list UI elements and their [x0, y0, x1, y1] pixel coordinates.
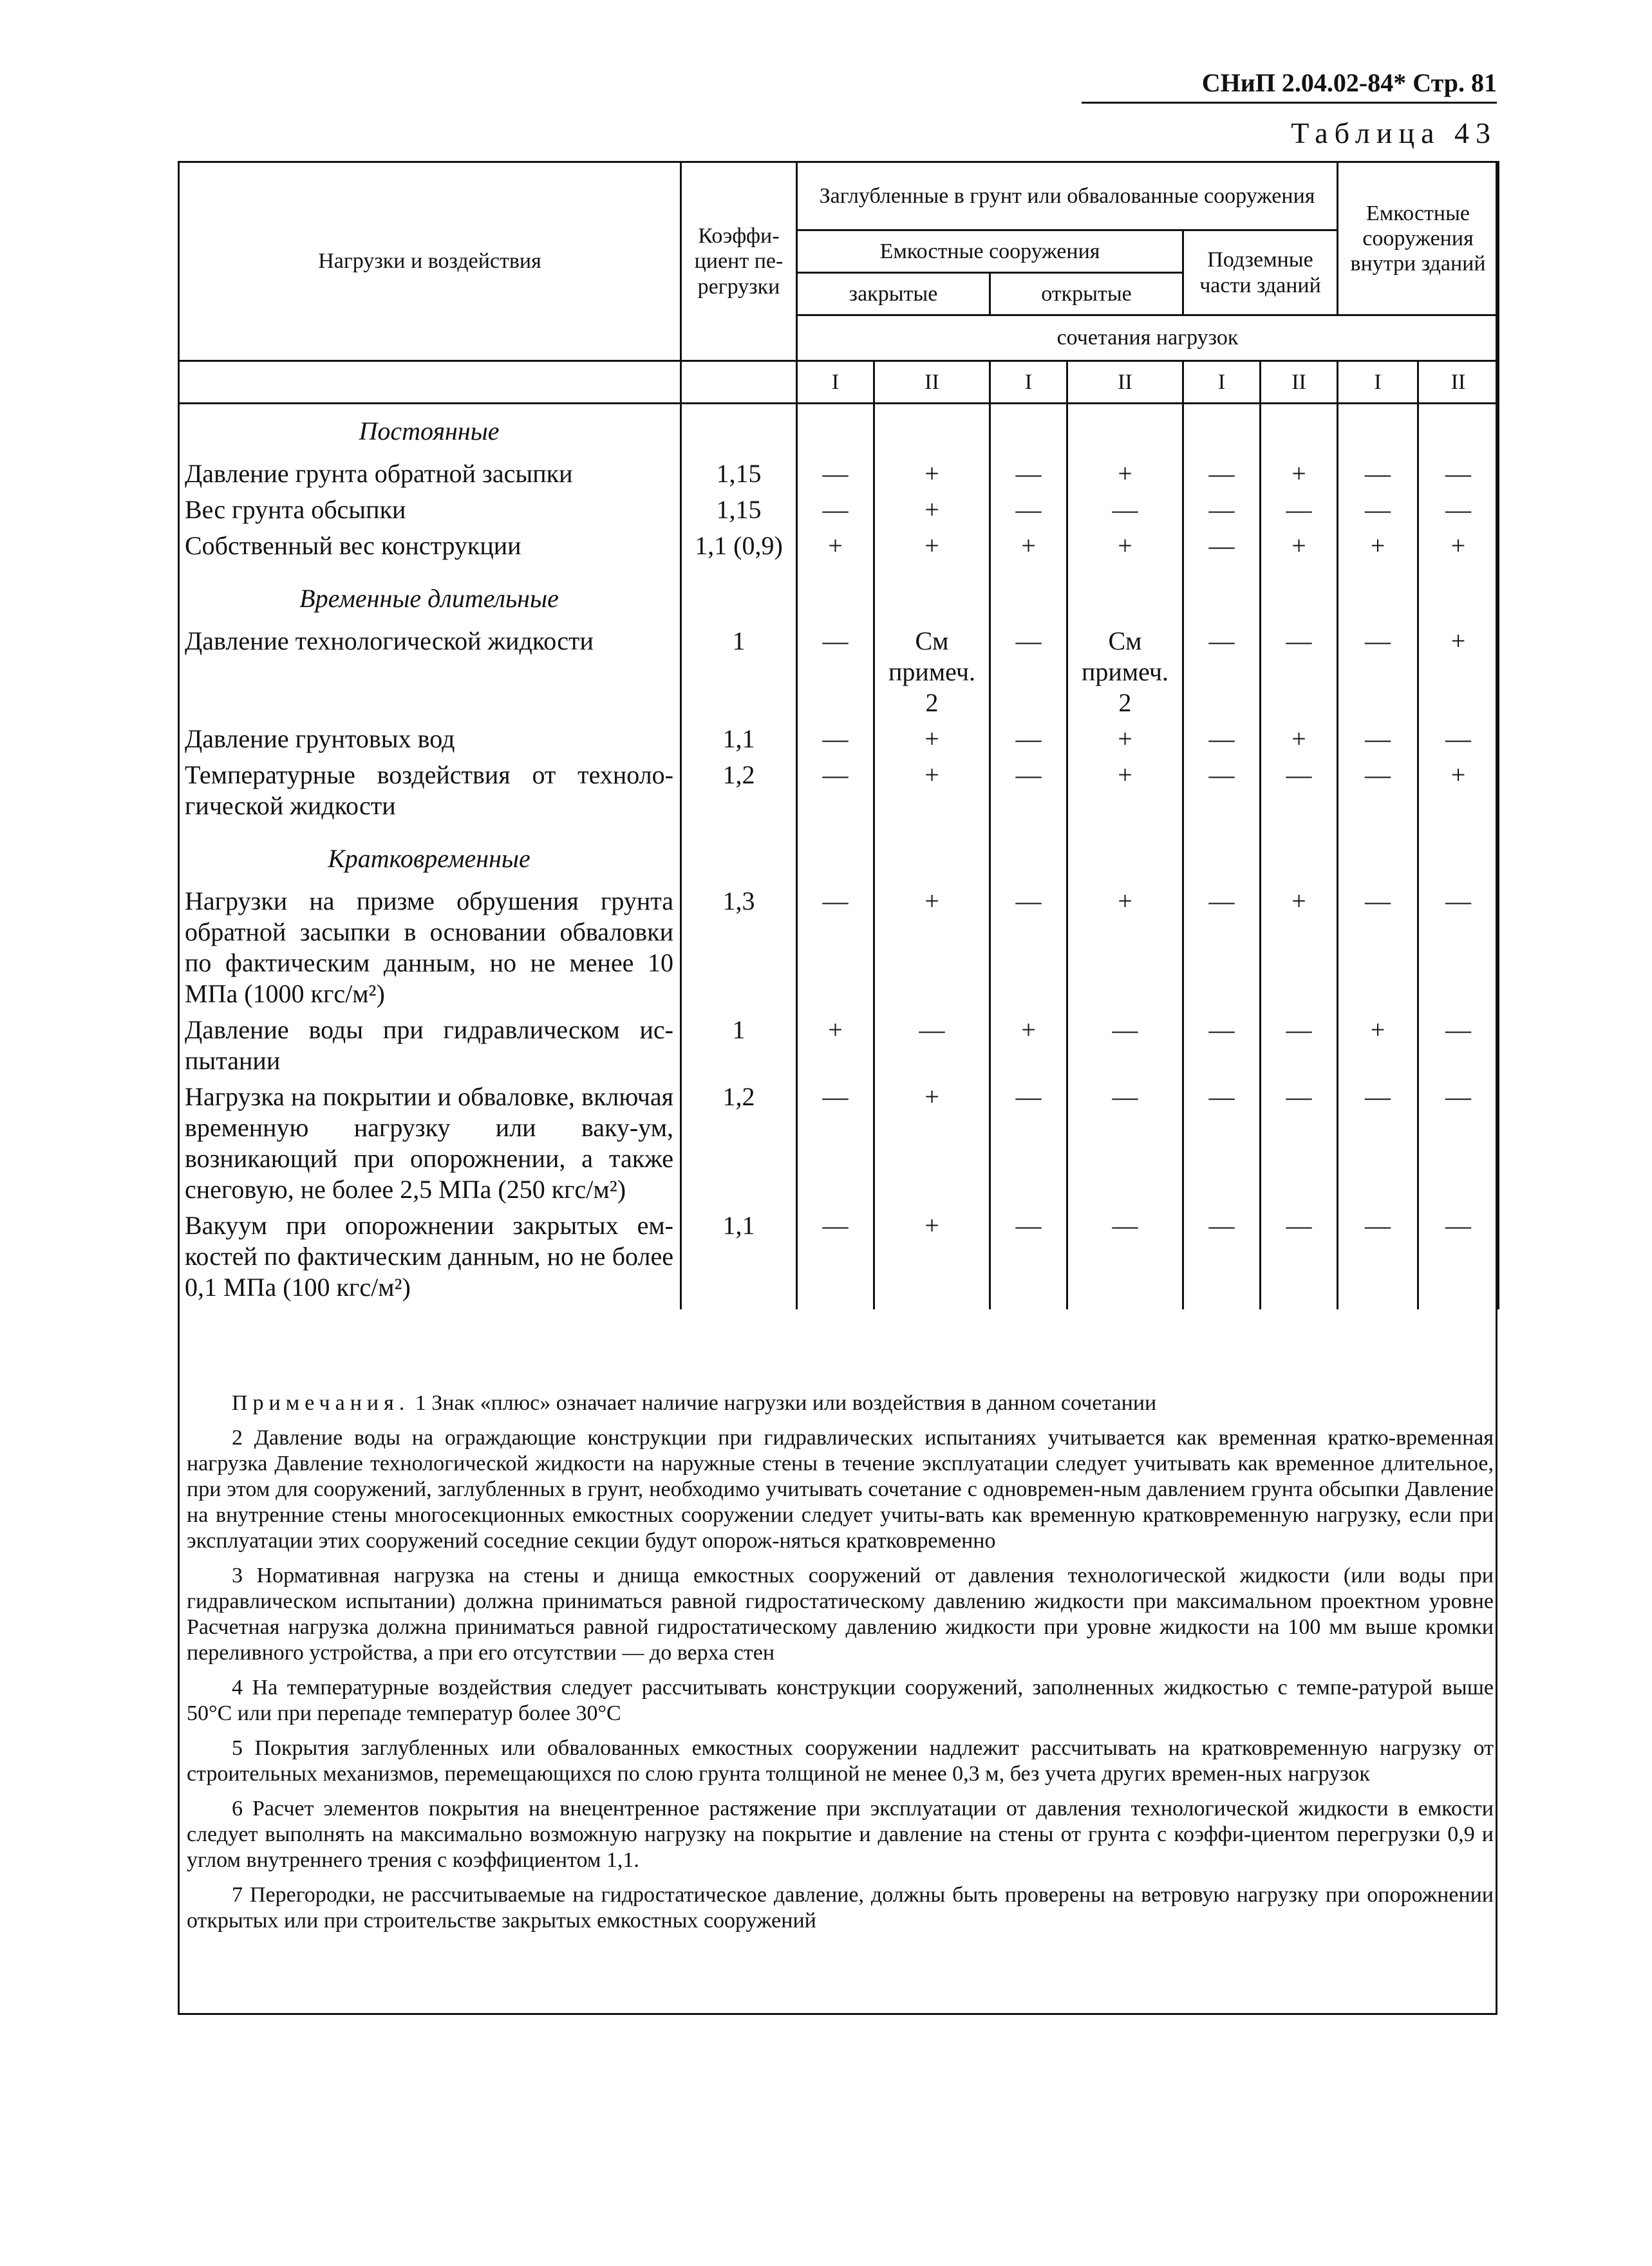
- load-name: Нагрузка на покрытии и обваловке, включая временную нагрузку или ваку-ум, возникающий при опорожнении, а также снеговую, не более 2,5 МПа (250 кгс/м²): [179, 1079, 681, 1208]
- mark-cell: —: [1183, 757, 1261, 824]
- combo-label: I: [1183, 361, 1261, 404]
- mark-cell: +: [874, 1208, 990, 1309]
- mark-cell: —: [1261, 1079, 1338, 1208]
- header-blank: [681, 361, 797, 404]
- mark-cell: —: [1418, 1079, 1499, 1208]
- table-row: [179, 1012, 1499, 1079]
- table-row: [179, 492, 1499, 528]
- section-title: Постоянные: [179, 404, 681, 456]
- mark-cell: —: [874, 1012, 990, 1079]
- mark-cell: +: [874, 721, 990, 757]
- table-title: Таблица 43: [1291, 117, 1497, 149]
- combo-label: II: [1418, 361, 1499, 404]
- note-item: [187, 1390, 1494, 1416]
- mark-cell: +: [1067, 883, 1183, 1012]
- header-blank: [179, 361, 681, 404]
- mark-cell: —: [797, 623, 874, 721]
- combo-label: II: [1261, 361, 1338, 404]
- header-buried: Заглубленные в грунт или обвалованные сооружения: [797, 162, 1338, 230]
- note-item: 2 Давление воды на ограждающие конструкции при гидравлических испытаниях учитывается как временная кратко-временная нагрузка Давление технологической жидкости на наружные стены в течение эксплуатации следует учитывать как временное длительное, при этом для сооружений, заглубленных в грунт, необходимо учитывать сочетание с одновремен-ным давлением грунта обсыпки Давление на внутренние стены многосекционных емкостных сооружении следует учиты-вать как временную кратковременную нагрузку, если при эксплуатации этих сооружений соседние секции будут опорож-няться кратковременно: [187, 1426, 1494, 1553]
- mark-cell: —: [1261, 1012, 1338, 1079]
- mark-cell: +: [797, 1012, 874, 1079]
- mark-cell: —: [1338, 456, 1418, 492]
- mark-cell: —: [1183, 1208, 1261, 1309]
- mark-cell: —: [797, 492, 874, 528]
- table-row: [179, 456, 1499, 492]
- notes-heading: Примечания.: [232, 1391, 410, 1415]
- mark-cell: —: [1183, 1012, 1261, 1079]
- header-underground: Подземные части зданий: [1183, 230, 1338, 315]
- mark-cell: +: [1418, 528, 1499, 564]
- coefficient-cell: 1,2: [681, 757, 797, 824]
- mark-cell: —: [1183, 492, 1261, 528]
- combo-label: II: [1067, 361, 1183, 404]
- mark-cell: —: [797, 1079, 874, 1208]
- mark-cell: —: [1261, 757, 1338, 824]
- combo-label: II: [874, 361, 990, 404]
- coefficient-cell: 1,3: [681, 883, 797, 1012]
- mark-cell: +: [874, 456, 990, 492]
- header-coefficient: Коэффи-циент пе-регрузки: [681, 162, 797, 361]
- coefficient-cell: 1: [681, 623, 797, 721]
- section-row: [179, 404, 1499, 456]
- mark-cell: —: [797, 456, 874, 492]
- header-closed: закрытые: [797, 273, 990, 315]
- mark-cell: +: [1261, 883, 1338, 1012]
- mark-cell: См примеч. 2: [874, 623, 990, 721]
- table-row: [179, 528, 1499, 564]
- mark-cell: +: [1067, 528, 1183, 564]
- header-open: открытые: [990, 273, 1183, 315]
- mark-cell: —: [797, 1208, 874, 1309]
- mark-cell: +: [990, 528, 1067, 564]
- section-row: [179, 824, 1499, 883]
- combo-label: I: [797, 361, 874, 404]
- mark-cell: —: [1338, 1208, 1418, 1309]
- load-name: Давление воды при гидравлическом ис-пытании: [179, 1012, 681, 1079]
- header-combinations: сочетания нагрузок: [797, 315, 1499, 361]
- mark-cell: —: [1183, 1079, 1261, 1208]
- mark-cell: +: [874, 528, 990, 564]
- mark-cell: —: [990, 721, 1067, 757]
- load-name: Давление технологической жидкости: [179, 623, 681, 721]
- mark-cell: —: [1338, 623, 1418, 721]
- section-title: Кратковременные: [179, 824, 681, 883]
- coefficient-cell: 1,1 (0,9): [681, 528, 797, 564]
- coefficient-cell: 1,1: [681, 721, 797, 757]
- header-capacity: Емкостные сооружения: [797, 230, 1183, 273]
- mark-cell: —: [1338, 883, 1418, 1012]
- mark-cell: —: [1418, 1012, 1499, 1079]
- section-title: Временные длительные: [179, 564, 681, 623]
- mark-cell: +: [1418, 757, 1499, 824]
- mark-cell: —: [990, 1208, 1067, 1309]
- mark-cell: —: [1261, 1208, 1338, 1309]
- mark-cell: —: [1183, 721, 1261, 757]
- mark-cell: +: [874, 1079, 990, 1208]
- mark-cell: —: [1067, 1079, 1183, 1208]
- note-item: 7 Перегородки, не рассчитываемые на гидростатическое давление, должны быть проверены на ветровую нагрузку при опорожнении открытых или при строительстве закрытых емкостных сооружений: [187, 1883, 1494, 1933]
- combo-label: I: [990, 361, 1067, 404]
- load-name: Температурные воздействия от техноло-гической жидкости: [179, 757, 681, 824]
- mark-cell: +: [1338, 528, 1418, 564]
- coefficient-cell: 1,15: [681, 492, 797, 528]
- mark-cell: +: [1338, 1012, 1418, 1079]
- page-header: СНиП 2.04.02-84* Стр. 81: [1082, 68, 1497, 104]
- header-inside: Емкостные сооружения внутри зданий: [1338, 162, 1499, 315]
- table-row: [179, 623, 1499, 721]
- mark-cell: —: [1183, 456, 1261, 492]
- mark-cell: +: [1067, 757, 1183, 824]
- mark-cell: —: [1067, 492, 1183, 528]
- table-row: [179, 721, 1499, 757]
- mark-cell: —: [797, 757, 874, 824]
- mark-cell: —: [990, 456, 1067, 492]
- mark-cell: —: [990, 492, 1067, 528]
- mark-cell: +: [797, 528, 874, 564]
- table-row: [179, 1079, 1499, 1208]
- mark-cell: —: [1261, 492, 1338, 528]
- mark-cell: —: [990, 883, 1067, 1012]
- mark-cell: —: [1418, 883, 1499, 1012]
- mark-cell: —: [797, 721, 874, 757]
- mark-cell: —: [1183, 623, 1261, 721]
- mark-cell: —: [1261, 623, 1338, 721]
- mark-cell: +: [874, 883, 990, 1012]
- section-row: [179, 564, 1499, 623]
- mark-cell: —: [990, 623, 1067, 721]
- loads-table: [178, 161, 1499, 1309]
- mark-cell: См примеч. 2: [1067, 623, 1183, 721]
- mark-cell: +: [990, 1012, 1067, 1079]
- load-name: Вес грунта обсыпки: [179, 492, 681, 528]
- mark-cell: +: [874, 757, 990, 824]
- notes-block: [187, 1390, 1494, 1943]
- table-row: [179, 883, 1499, 1012]
- mark-cell: —: [990, 1079, 1067, 1208]
- mark-cell: —: [1067, 1208, 1183, 1309]
- mark-cell: —: [1338, 1079, 1418, 1208]
- mark-cell: +: [1261, 528, 1338, 564]
- coefficient-cell: 1,2: [681, 1079, 797, 1208]
- load-name: Давление грунтовых вод: [179, 721, 681, 757]
- mark-cell: —: [990, 757, 1067, 824]
- mark-cell: —: [1338, 721, 1418, 757]
- combo-label: I: [1338, 361, 1418, 404]
- load-name: Вакуум при опорожнении закрытых ем-костей по фактическим данным, но не более 0,1 МПа (100 кгс/м²): [179, 1208, 681, 1309]
- mark-cell: —: [1338, 492, 1418, 528]
- mark-cell: —: [1418, 1208, 1499, 1309]
- header-loads: Нагрузки и воздействия: [179, 162, 681, 361]
- mark-cell: —: [1418, 492, 1499, 528]
- coefficient-cell: 1,1: [681, 1208, 797, 1309]
- load-name: Давление грунта обратной засыпки: [179, 456, 681, 492]
- mark-cell: +: [1261, 456, 1338, 492]
- mark-cell: +: [1418, 623, 1499, 721]
- mark-cell: —: [1067, 1012, 1183, 1079]
- load-name: Нагрузки на призме обрушения грунта обратной засыпки в основании обваловки по фактическим данным, но не менее 10 МПа (1000 кгс/м²): [179, 883, 681, 1012]
- coefficient-cell: 1,15: [681, 456, 797, 492]
- mark-cell: —: [1418, 721, 1499, 757]
- mark-cell: —: [1183, 883, 1261, 1012]
- mark-cell: —: [797, 883, 874, 1012]
- note-item: 5 Покрытия заглубленных или обвалованных емкостных сооружении надлежит рассчитывать на кратковременную нагрузку от строительных механизмов, перемещающихся по слою грунта толщиной не менее 0,3 м, без учета других времен-ных нагрузок: [187, 1736, 1494, 1786]
- note-item: 3 Нормативная нагрузка на стены и днища емкостных сооружений от давления технологической жидкости (или воды при гидравлическом испытании) должна приниматься равной гидростатическому давлению жидкости при максимальном проектном уровне Расчетная нагрузка должна приниматься равной гидростатическому давлению жидкости при уровне жидкости на 100 мм выше кромки переливного устройства, а при его отсутствии — до верха стен: [187, 1564, 1494, 1665]
- mark-cell: +: [1067, 456, 1183, 492]
- table-row: [179, 1208, 1499, 1309]
- note-item: 6 Расчет элементов покрытия на внецентренное растяжение при эксплуатации от давления технологической жидкости в емкости следует выполнять на максимально возможную нагрузку на покрытие и давление на стены от грунта с коэффи-циентом перегрузки 0,9 и углом внутреннего трения с коэффициентом 1,1.: [187, 1797, 1494, 1872]
- coefficient-cell: 1: [681, 1012, 797, 1079]
- note-text: 1 Знак «плюс» означает наличие нагрузки или воздействия в данном сочетании: [415, 1391, 1157, 1415]
- mark-cell: —: [1183, 528, 1261, 564]
- mark-cell: +: [874, 492, 990, 528]
- mark-cell: —: [1338, 757, 1418, 824]
- mark-cell: —: [1418, 456, 1499, 492]
- table-row: [179, 757, 1499, 824]
- note-item: 4 На температурные воздействия следует рассчитывать конструкции сооружений, заполненных жидкостью с темпе-ратурой выше 50°С или при перепаде температур более 30°С: [187, 1676, 1494, 1725]
- load-name: Собственный вес конструкции: [179, 528, 681, 564]
- mark-cell: +: [1067, 721, 1183, 757]
- mark-cell: +: [1261, 721, 1338, 757]
